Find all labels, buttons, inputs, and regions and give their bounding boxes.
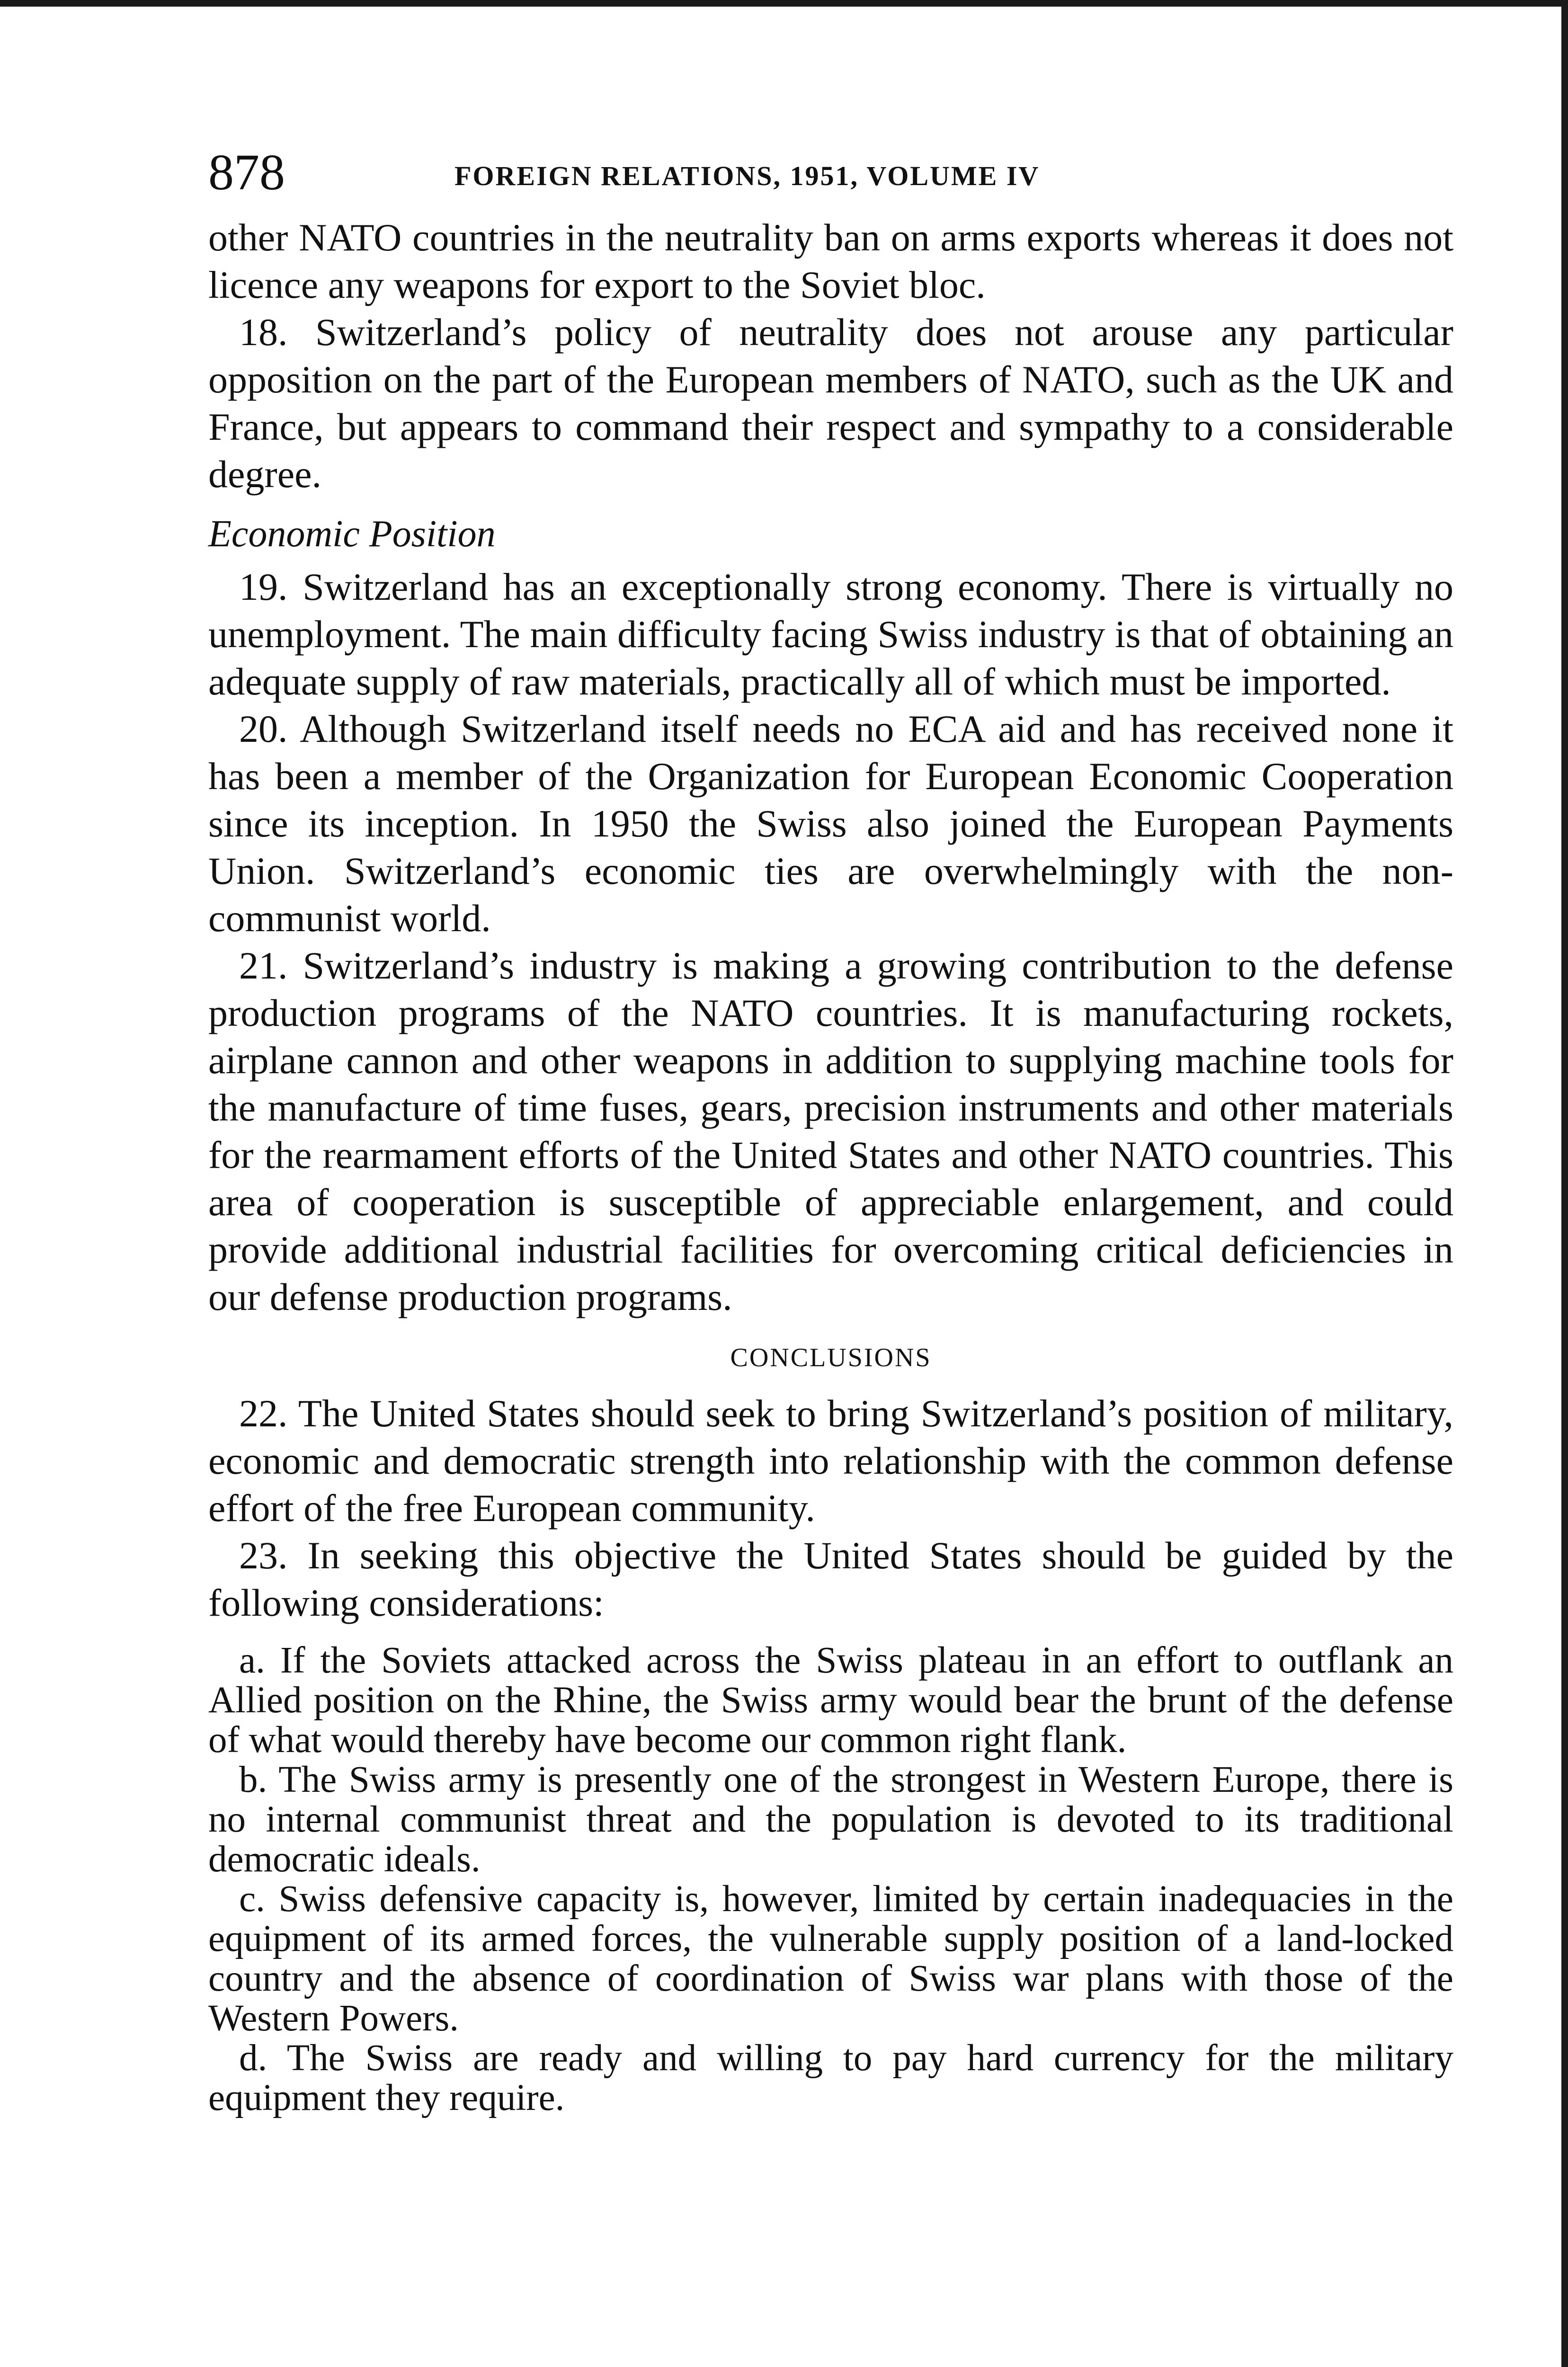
paragraph-continuation: other NATO countries in the neutrality ban on arms exports whereas it does not licence any weapons for export to the Soviet bloc. bbox=[208, 216, 1453, 306]
consideration-b: b. The Swiss army is presently one of the strongest in Western Europe, there is no internal communist threat and the population is devoted to its traditional democratic ideals. bbox=[208, 1759, 1453, 1880]
paragraph-22: 22. The United States should seek to bring Switzerland’s position of military, economic and democratic strength into relationship with the common defense effort of the free European community. bbox=[208, 1392, 1453, 1530]
consideration-a: a. If the Soviets attacked across the Swiss plateau in an effort to outflank an Allied position on the Rhine, the Swiss army would bear the brunt of the defense of what would thereby have become our common right flank. bbox=[208, 1640, 1453, 1761]
body-text bbox=[208, 214, 1453, 2118]
consideration-d: d. The Swiss are ready and willing to pay hard currency for the military equipment they require. bbox=[208, 2038, 1453, 2118]
conclusions-heading: CONCLUSIONS bbox=[730, 1343, 932, 1372]
page-number: 878 bbox=[208, 144, 285, 201]
considerations-list bbox=[208, 1641, 1453, 2118]
scan-edge-right bbox=[1561, 0, 1568, 2367]
running-head bbox=[208, 142, 1453, 204]
scan-edge-top bbox=[0, 0, 1568, 7]
paragraph-21: 21. Switzerland’s industry is making a growing contribution to the defense production programs of the NATO countries. It is manufacturing rockets, airplane cannon and other weapons in addition to supplying machine tools for the manufacture of time fuses, gears, precision instruments and other materials for the rearmament efforts of the United States and other NATO countries. This area of cooperation is susceptible of appreciable enlargement, and could provide additional industrial facilities for overcoming critical deficiencies in our defense production programs. bbox=[208, 944, 1453, 1318]
consideration-c: c. Swiss defensive capacity is, however, limited by certain inadequacies in the equipment of its armed forces, the vulnerable supply position of a land-locked country and the absence of coordination of Swiss war plans with those of the Western Powers. bbox=[208, 1878, 1453, 2039]
document-page bbox=[208, 142, 1453, 2118]
paragraph-19: 19. Switzerland has an exceptionally strong economy. There is virtually no unemployment. The main difficulty facing Swiss industry is that of obtaining an adequate supply of raw materials, practically all of which must be imported. bbox=[208, 565, 1453, 703]
economic-position-heading: Economic Position bbox=[208, 513, 496, 555]
paragraph-20: 20. Although Switzerland itself needs no ECA aid and has received none it has been a member of the Organization for European Economic Cooperation since its inception. In 1950 the Swiss also joined the European Payments Union. Switzerland’s economic ties are overwhelmingly with the non-communist world. bbox=[208, 707, 1453, 940]
paragraph-18: 18. Switzerland’s policy of neutrality does not arouse any particular opposition on the part of the European members of NATO, such as the UK and France, but appears to command their respect and sympathy to a considerable degree. bbox=[208, 311, 1453, 496]
paragraph-23: 23. In seeking this objective the United States should be guided by the following considerations: bbox=[208, 1534, 1453, 1624]
running-title: FOREIGN RELATIONS, 1951, VOLUME IV bbox=[454, 160, 1040, 191]
